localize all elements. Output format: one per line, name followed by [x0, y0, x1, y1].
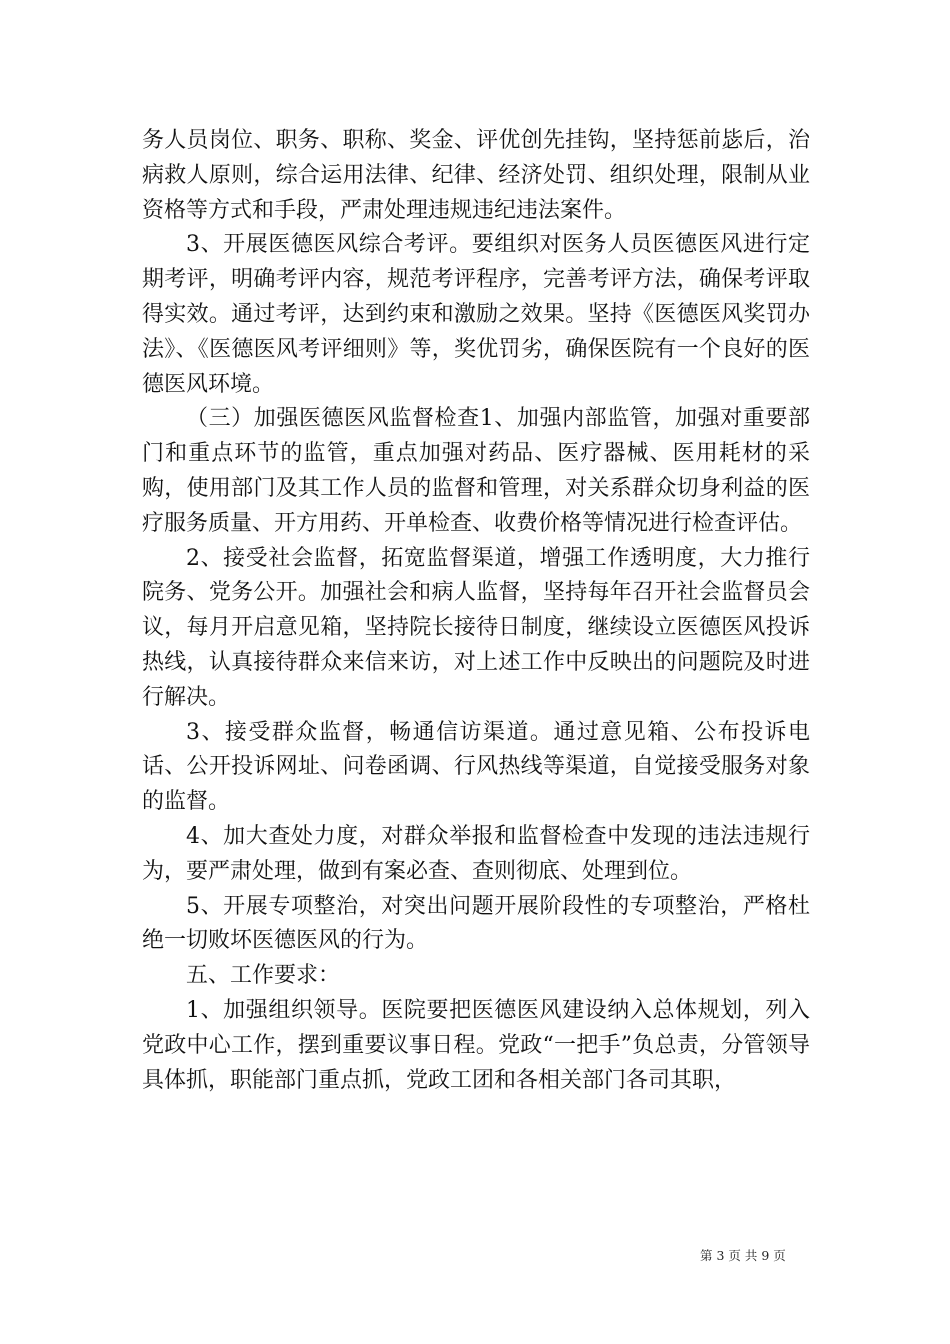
paragraph-comprehensive-evaluation: 3、开展医德医风综合考评。要组织对医务人员医德医风进行定期考评，明确考评内容，规范考评程序，完善考评方法，确保考评取得实效。通过考评，达到约束和激励之效果。坚持《医德医风奖罚办法》、《医德医风考评细则》等，奖优罚劣，确保医院有一个良好的医德医风环境。 — [142, 232, 810, 397]
paragraph-continuation: 务人员岗位、职务、职称、奖金、评优创先挂钩，坚持惩前毖后，治病救人原则，综合运用法律、纪律、经济处罚、组织处理，限制从业资格等方式和手段，严肃处理违规违纪违法案件。 — [142, 128, 810, 223]
paragraph-public-supervision: 3、接受群众监督，畅通信访渠道。通过意见箱、公布投诉电话、公开投诉网址、问卷函调、行风热线等渠道，自觉接受服务对象的监督。 — [142, 719, 810, 815]
paragraph-organizational-leadership: 1、加强组织领导。医院要把医德医风建设纳入总体规划，列入党政中心工作，摆到重要议事日程。党政“一把手”负总责，分管领导具体抓，职能部门重点抓，党政工团和各相关部门各司其职， — [142, 997, 810, 1093]
section-heading-work-requirements: 五、工作要求： — [186, 963, 341, 989]
page-number-footer: 第 3 页 共 9 页 — [700, 1248, 786, 1263]
paragraph-supervision-inspection: （三）加强医德医风监督检查1、加强内部监管，加强对重要部门和重点环节的监管，重点加强对药品、医疗器械、医用耗材的采购，使用部门及其工作人员的监督和管理，对关系群众切身利益的医疗服务质量、开方用药、开单检查、收费价格等情况进行检查评估。 — [142, 406, 810, 536]
document-body — [142, 124, 810, 1098]
paragraph-investigation: 4、加大查处力度，对群众举报和监督检查中发现的违法违规行为，要严肃处理，做到有案必查、查则彻底、处理到位。 — [142, 823, 810, 884]
paragraph-social-supervision: 2、接受社会监督，拓宽监督渠道，增强工作透明度，大力推行院务、党务公开。加强社会和病人监督，坚持每年召开社会监督员会议，每月开启意见箱，坚持院长接待日制度，继续设立医德医风投诉热线，认真接待群众来信来访，对上述工作中反映出的问题院及时进行解决。 — [142, 545, 810, 710]
paragraph-special-rectification: 5、开展专项整治，对突出问题开展阶段性的专项整治，严格杜绝一切败坏医德医风的行为。 — [142, 893, 810, 954]
